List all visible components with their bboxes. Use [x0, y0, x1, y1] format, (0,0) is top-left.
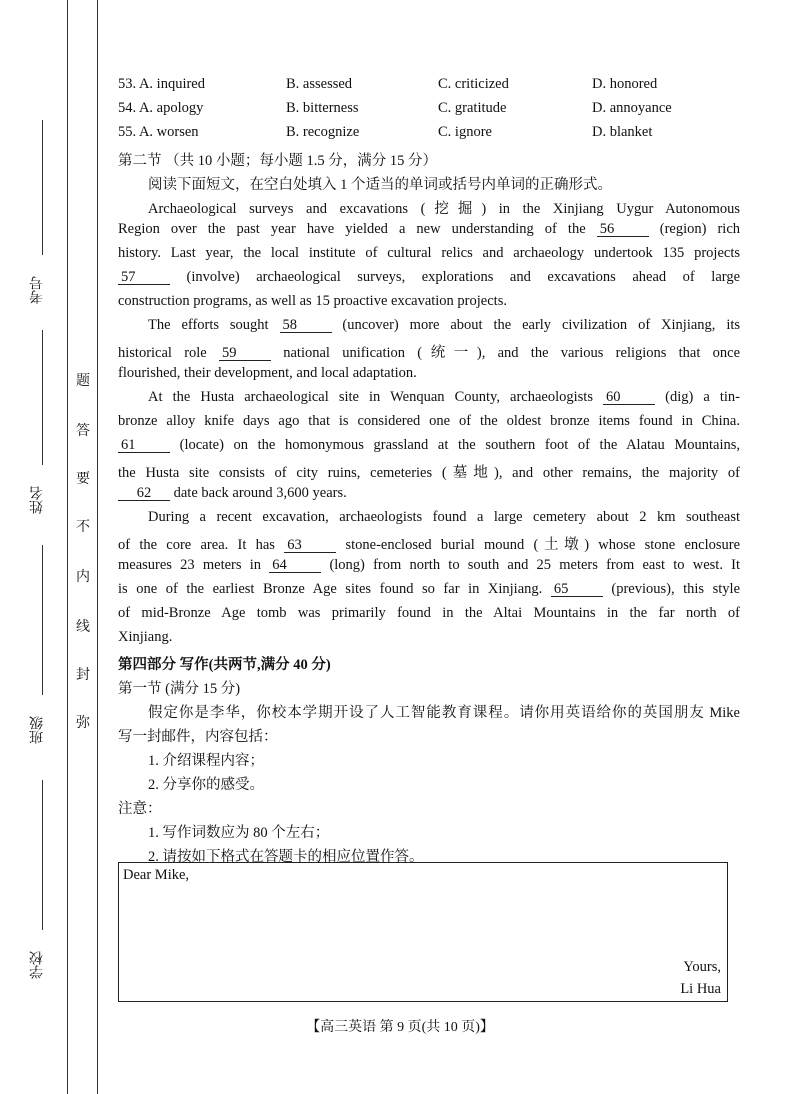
note-2: 2. 请按如下格式在答题卡的相应位置作答。 — [148, 849, 424, 865]
passage-line-13 — [118, 485, 740, 502]
seal-char-2: 答 — [76, 424, 90, 439]
passage-text: (previous), this style — [611, 581, 740, 597]
passage-text: The efforts sought — [148, 317, 269, 333]
passage-text: measures 23 meters in — [118, 557, 261, 573]
passage-line-12: the Husta site consists of city ruins, cemeteries (墓地), and other remains, the majority of — [118, 465, 740, 481]
note-1: 1. 写作词数应为 80 个左右； — [148, 825, 330, 841]
option-54-c: C. gratitude — [438, 100, 507, 116]
passage-text: (involve) archaeological surveys, explorations and excavations ahead of large — [186, 269, 740, 285]
passage-line-8: flourished, their development, and local adaptation. — [118, 365, 417, 381]
option-54-d: D. annoyance — [592, 100, 672, 116]
binding-line-inner — [97, 0, 98, 1094]
passage-text: At the Husta archaeological site in Wenquan County, archaeologists — [148, 389, 593, 405]
letter-greeting: Dear Mike, — [123, 867, 190, 883]
part4-heading: 第四部分 写作(共两节,满分 40 分) — [118, 657, 331, 673]
passage-line-6 — [148, 317, 740, 339]
label-name: 姓名 — [30, 486, 45, 514]
blank-60[interactable]: 60 — [603, 390, 655, 405]
passage-line-2 — [118, 221, 740, 243]
writing-prompt-line-2: 写一封邮件，内容包括： — [118, 729, 278, 745]
passage-line-4 — [118, 269, 740, 291]
option-55-b: B. recognize — [286, 124, 360, 140]
passage-line-18: of mid-Bronze Age tomb was primarily found in the Altai Mountains in the far north of — [118, 605, 740, 621]
blank-59[interactable]: 59 — [219, 346, 271, 361]
section2-heading: 第二节 （共 10 小题；每小题 1.5 分，满分 15 分） — [118, 153, 437, 169]
blank-65[interactable]: 65 — [551, 582, 603, 597]
letter-answer-box[interactable] — [118, 862, 728, 1002]
seal-char-8: 弥 — [76, 716, 90, 731]
passage-text: date back around 3,600 years. — [173, 485, 347, 501]
blank-64[interactable]: 64 — [269, 558, 321, 573]
rule-exam-number — [42, 120, 43, 255]
section2-instruction: 阅读下面短文，在空白处填入 1 个适当的单词或括号内单词的正确形式。 — [148, 177, 612, 193]
passage-line-16 — [118, 557, 740, 579]
rule-class — [42, 545, 43, 695]
option-53-c: C. criticized — [438, 76, 509, 92]
seal-char-1: 题 — [76, 374, 90, 389]
writing-prompt-line-1: 假定你是李华，你校本学期开设了人工智能教育课程。请你用英语给你的英国朋友 Mike — [148, 705, 740, 721]
blank-61[interactable]: 61 — [118, 438, 170, 453]
seal-char-7: 封 — [76, 668, 90, 683]
option-54-a: 54. A. apology — [118, 100, 204, 116]
letter-signature: Li Hua — [680, 981, 721, 997]
seal-char-6: 线 — [76, 620, 90, 635]
passage-text: (locate) on the homonymous grassland at the southern foot of the Alatau Mountains, — [179, 437, 740, 453]
option-53-d: D. honored — [592, 76, 658, 92]
seal-char-4: 不 — [76, 520, 90, 535]
option-55-c: C. ignore — [438, 124, 492, 140]
passage-text: national unification (统一), and the various religions that once — [283, 345, 740, 361]
blank-63[interactable]: 63 — [284, 538, 336, 553]
blank-62[interactable]: 62 — [118, 486, 170, 501]
passage-text: is one of the earliest Bronze Age sites found so far in Xinjiang. — [118, 581, 543, 597]
option-53-b: B. assessed — [286, 76, 353, 92]
label-school: 学校 — [30, 951, 45, 979]
blank-58[interactable]: 58 — [280, 318, 332, 333]
writing-item-2: 2. 分享你的感受。 — [148, 777, 264, 793]
passage-line-14: During a recent excavation, archaeologists found a large cemetery about 2 km southeast — [148, 509, 740, 525]
option-55-a: 55. A. worsen — [118, 124, 199, 140]
seal-char-5: 内 — [76, 570, 90, 585]
passage-line-1: Archaeological surveys and excavations (挖掘) in the Xinjiang Uygur Autonomous — [148, 201, 740, 217]
passage-line-11 — [118, 437, 740, 459]
label-exam-number: 考号 — [30, 276, 45, 304]
label-class: 班级 — [30, 716, 45, 744]
passage-line-15 — [118, 533, 740, 555]
option-55-d: D. blanket — [592, 124, 653, 140]
passage-text: Region over the past year have yielded a new understanding of the — [118, 221, 586, 237]
rule-school — [42, 780, 43, 930]
passage-text: (long) from north to south and 25 meters from east to west. It — [329, 557, 740, 573]
part4-sub-heading: 第一节 (满分 15 分) — [118, 681, 241, 697]
blank-57[interactable]: 57 — [118, 270, 170, 285]
passage-text: historical role — [118, 345, 207, 361]
passage-text: (dig) a tin- — [665, 389, 740, 405]
passage-line-3: history. Last year, the local institute of cultural relics and archaeology undertook 135 projects — [118, 245, 740, 261]
writing-item-1: 1. 介绍课程内容； — [148, 753, 264, 769]
option-54-b: B. bitterness — [286, 100, 359, 116]
rule-name — [42, 330, 43, 465]
passage-text: (region) rich — [659, 221, 740, 237]
note-label: 注意： — [118, 801, 162, 817]
seal-char-3: 要 — [76, 472, 90, 487]
passage-line-17 — [118, 581, 740, 603]
passage-text: (uncover) more about the early civilization of Xinjiang, its — [342, 317, 740, 333]
passage-line-9 — [148, 389, 740, 411]
passage-line-7 — [118, 341, 740, 363]
page-footer: 【高三英语 第 9 页(共 10 页)】 — [306, 1020, 494, 1035]
passage-text: of the core area. It has — [118, 537, 275, 553]
passage-line-5: construction programs, as well as 15 proactive excavation projects. — [118, 293, 507, 309]
letter-closing: Yours, — [683, 959, 721, 975]
passage-line-10: bronze alloy knife days ago that is considered one of the oldest bronze items found in China. — [118, 413, 740, 429]
passage-text: stone-enclosed burial mound (土墩) whose stone enclosure — [345, 537, 740, 553]
binding-line-outer — [67, 0, 68, 1094]
option-53-a: 53. A. inquired — [118, 76, 205, 92]
blank-56[interactable]: 56 — [597, 222, 649, 237]
passage-line-19: Xinjiang. — [118, 629, 173, 645]
